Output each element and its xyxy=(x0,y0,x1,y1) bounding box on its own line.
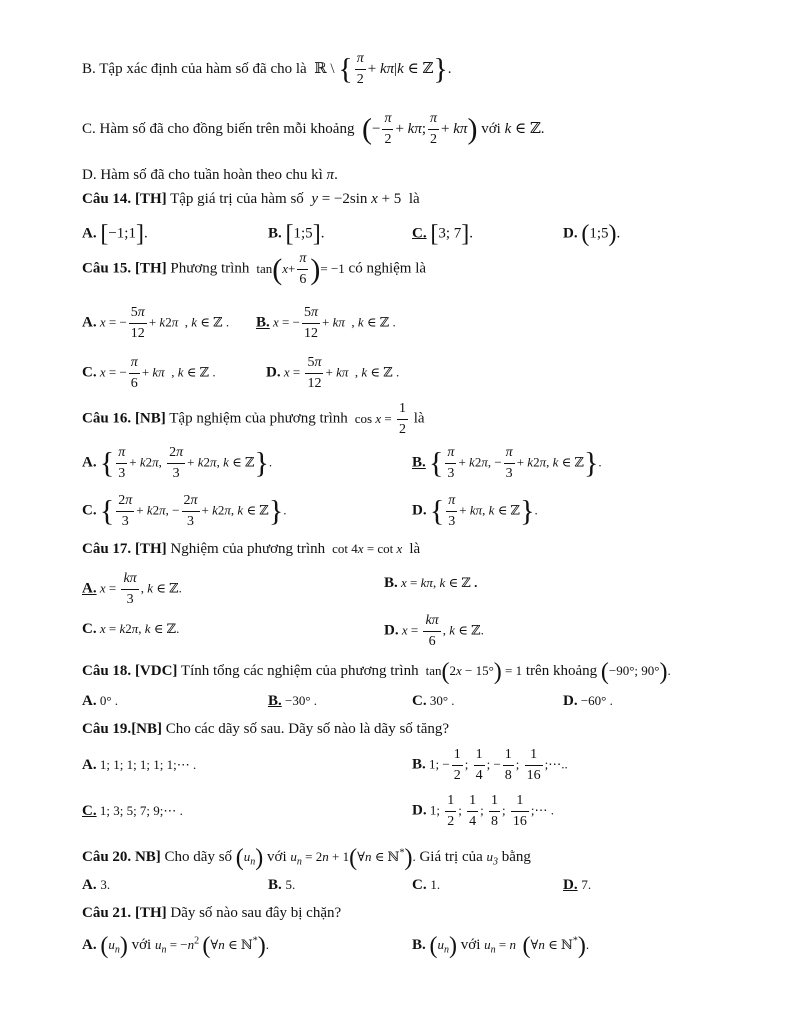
q18-option-b: B. −30° . xyxy=(268,693,318,709)
q14-option-b: B. [1;5]. xyxy=(268,221,325,247)
question-text: Cho dãy số xyxy=(164,848,233,865)
q15-option-b: B. x = − $\frac{5\pi}{12}$ + kπ , k ∈ ℤ . xyxy=(256,305,396,341)
q20-option-a: A. 3. xyxy=(82,877,111,893)
question-text: Tập giá trị của hàm số xyxy=(170,191,304,207)
question-mid: trên khoảng xyxy=(525,662,598,679)
option-text: Hàm số đã cho đồng biến trên mỗi khoảng xyxy=(99,121,355,138)
option-label: A. xyxy=(82,757,97,773)
option-label-correct: B. xyxy=(412,454,426,471)
option-label: A. xyxy=(82,693,97,709)
q16-stem xyxy=(82,402,425,437)
math-interval: (− $\frac{\pi}{2}$ + kπ; $\frac{\pi}{2}$ + kπ) xyxy=(361,111,478,147)
option-label: B. xyxy=(412,936,426,953)
math-equation: tan(2x − 15°) = 1 xyxy=(422,659,523,685)
question-tag: [TH] xyxy=(134,541,167,557)
math-function: y xyxy=(307,191,318,207)
q20-stem xyxy=(82,846,531,870)
question-tag: [TH] xyxy=(134,191,167,207)
option-label: D. xyxy=(412,502,427,519)
q13-option-b xyxy=(82,52,452,87)
math-interval: (−90°; 90°). xyxy=(600,659,671,685)
question-label: Câu 15. xyxy=(82,260,132,277)
option-label-correct: C. xyxy=(412,225,427,242)
option-tail: với xyxy=(481,121,501,138)
option-label-correct: B. xyxy=(268,693,282,709)
q16-option-c: C. { $\frac{2\pi}{3}$ + k2π, − $\frac{2\pi}{3}$ + k2π, k ∈ ℤ}. xyxy=(82,493,287,529)
q17-option-d: D. x = $\frac{k\pi}{6}$ , k ∈ ℤ. xyxy=(384,613,484,649)
question-tag: [NB] xyxy=(131,721,163,737)
math-sequence: $(u_n)$ xyxy=(235,845,264,871)
q14-option-d: D. (1;5). xyxy=(563,221,621,247)
option-label: C. xyxy=(412,693,427,709)
math-k: k xyxy=(504,121,512,138)
option-label: B. xyxy=(82,61,96,78)
q14-stem: Câu 14. [TH] Tập giá trị của hàm số y = −2sin x + 5 là xyxy=(82,191,420,207)
option-value: 1 xyxy=(430,877,437,892)
q21-option-a: A. $(u_n)$ với $u_n = -n^2$ (∀n ∈ ℕ*). xyxy=(82,933,269,959)
q16-option-a: A. { $\frac{\pi}{3}$ + k2π, $\frac{2\pi}{3}$ + k2π, k ∈ ℤ}. xyxy=(82,445,273,481)
q13-option-d: D. Hàm số đã cho tuần hoàn theo chu kì π. xyxy=(82,167,338,183)
option-label: C. xyxy=(82,364,97,381)
question-tag: [NB] xyxy=(134,410,166,427)
option-label: A. xyxy=(82,454,97,471)
option-value: 5 xyxy=(285,877,293,892)
option-label: C. xyxy=(82,502,97,519)
option-label: A. xyxy=(82,314,97,331)
question-tail: có nghiệm là xyxy=(348,260,427,277)
option-text: Hàm số đã cho tuần hoàn theo chu kì xyxy=(100,167,323,183)
option-value: 7 xyxy=(581,877,588,892)
q16-option-d: D. { $\frac{\pi}{3}$ + kπ, k ∈ ℤ}. xyxy=(412,493,538,529)
option-label-correct: D. xyxy=(563,877,578,893)
question-label: Câu 19. xyxy=(82,721,132,737)
q18-stem xyxy=(82,660,671,684)
q20-option-b: B. 5. xyxy=(268,877,296,893)
question-text: Dãy số nào sau đây bị chặn? xyxy=(170,905,342,921)
option-label: B. xyxy=(268,877,282,893)
option-label: A. xyxy=(82,877,97,893)
question-label: Câu 16. xyxy=(82,410,132,427)
question-tail: là xyxy=(413,410,425,427)
question-tag: NB] xyxy=(134,848,161,865)
option-text: Tập xác định của hàm số đã cho là xyxy=(99,61,307,78)
q17-option-c: C. x = k2π, k ∈ ℤ. xyxy=(82,621,180,637)
option-label: C. xyxy=(412,877,427,893)
option-label: B. xyxy=(268,225,282,242)
question-label: Câu 18. xyxy=(82,662,132,679)
option-label: D. xyxy=(563,693,578,709)
q14-option-a: A. [−1;1]. xyxy=(82,221,148,247)
math-equation: cos x = $\frac{1}{2}$ xyxy=(351,401,406,437)
math-u3: $u_3$ xyxy=(486,848,499,868)
question-tail: bằng xyxy=(501,848,531,865)
question-label: Câu 17. xyxy=(82,541,132,557)
question-text: Tập nghiệm của phương trình xyxy=(169,410,348,427)
q16-option-b: B. { $\frac{\pi}{3}$ + k2π, − $\frac{\pi}{3}$ + k2π, k ∈ ℤ}. xyxy=(412,445,602,481)
option-with: với xyxy=(460,936,481,953)
option-label-correct: C. xyxy=(82,803,97,819)
option-label-correct: A. xyxy=(82,580,97,597)
option-label: A. xyxy=(82,225,97,242)
option-label: B. xyxy=(412,756,426,773)
math-domain: ℝ \ { $\frac{\pi}{2}$ + kπ|k ∈ ℤ}. xyxy=(310,51,452,87)
option-label: D. xyxy=(412,802,427,819)
option-label: B. xyxy=(384,575,398,591)
q21-option-b: B. $(u_n)$ với $u_n = n$ (∀n ∈ ℕ*). xyxy=(412,933,590,959)
q15-option-a: A. x = − $\frac{5\pi}{12}$ + k2π , k ∈ ℤ . xyxy=(82,305,230,341)
q21-stem xyxy=(82,906,341,921)
option-label: C. xyxy=(82,621,97,637)
question-text: Phương trình xyxy=(170,260,250,277)
question-tag: [VDC] xyxy=(134,662,178,679)
q15-option-c: C. x = − $\frac{\pi}{6}$ + kπ , k ∈ ℤ . xyxy=(82,355,216,391)
question-label: Câu 21. xyxy=(82,905,132,921)
math-equation: cot 4x = cot x xyxy=(328,541,403,556)
option-label: D. xyxy=(384,622,399,639)
q14-option-c: C. [3; 7]. xyxy=(412,221,474,247)
q19-option-d: D. 1; $\frac{1}{2}$ ; $\frac{1}{4}$ ; $\frac{1}{8}$ ; $\frac{1}{16}$ ;⋯ . xyxy=(412,793,554,829)
question-label: Câu 20. xyxy=(82,848,132,865)
option-label: C. xyxy=(82,121,96,138)
question-label: Câu 14. xyxy=(82,191,132,207)
q17-option-b: B. x = kπ, k ∈ ℤ . xyxy=(384,575,478,591)
math-formula: $u_n = 2n$ + 1(∀n ∈ ℕ*). xyxy=(290,845,416,871)
option-label: A. xyxy=(82,936,97,953)
math-pi: π xyxy=(326,167,335,183)
q18-option-d: D. −60° . xyxy=(563,693,613,709)
q19-option-a: A. 1; 1; 1; 1; 1; 1;⋯ . xyxy=(82,757,197,773)
option-label: D. xyxy=(266,364,281,381)
question-text: Nghiệm của phương trình xyxy=(170,541,326,557)
option-with: với xyxy=(131,936,152,953)
math-equation: tan(x+ $\frac{\pi}{6}$ )= −1 xyxy=(253,251,345,287)
q19-stem xyxy=(82,722,449,737)
question-tail: là xyxy=(409,541,421,557)
question-text: Cho các dãy số sau. Dãy số nào là dãy số tăng? xyxy=(165,721,450,737)
question-mid: với xyxy=(267,848,287,865)
q13-option-c: C. Hàm số đã cho đồng biến trên mỗi khoảng (− $\frac{\pi}{2}$ + kπ; $\frac{\pi}{2}$ + kπ) với k ∈ ℤ. xyxy=(82,111,545,147)
question-tail: là xyxy=(408,191,420,207)
q19-option-c: C. 1; 3; 5; 7; 9;⋯ . xyxy=(82,803,183,819)
q17-option-a: A. x = $\frac{k\pi}{3}$ , k ∈ ℤ. xyxy=(82,571,182,607)
question-tag: [TH] xyxy=(134,260,167,277)
question-text: Tính tổng các nghiệm của phương trình xyxy=(180,662,419,679)
q15-option-d: D. x = $\frac{5\pi}{12}$ + kπ , k ∈ ℤ . xyxy=(266,355,400,391)
option-label: D. xyxy=(563,225,578,242)
q18-option-a: A. 0° . xyxy=(82,693,119,709)
option-label-correct: B. xyxy=(256,314,270,331)
option-value: 3 xyxy=(100,877,107,892)
question-mid2: Giá trị của xyxy=(419,848,483,865)
option-label: D. xyxy=(82,167,97,183)
q17-stem xyxy=(82,542,420,557)
q20-option-c: C. 1. xyxy=(412,877,441,893)
q15-stem xyxy=(82,252,426,287)
q18-option-c: C. 30° . xyxy=(412,693,455,709)
q20-option-d: D. 7. xyxy=(563,877,592,893)
question-tag: [TH] xyxy=(134,905,167,921)
q19-option-b: B. 1; − $\frac{1}{2}$ ; $\frac{1}{4}$ ; − $\frac{1}{8}$ ; $\frac{1}{16}$ ;⋯.. xyxy=(412,747,568,783)
